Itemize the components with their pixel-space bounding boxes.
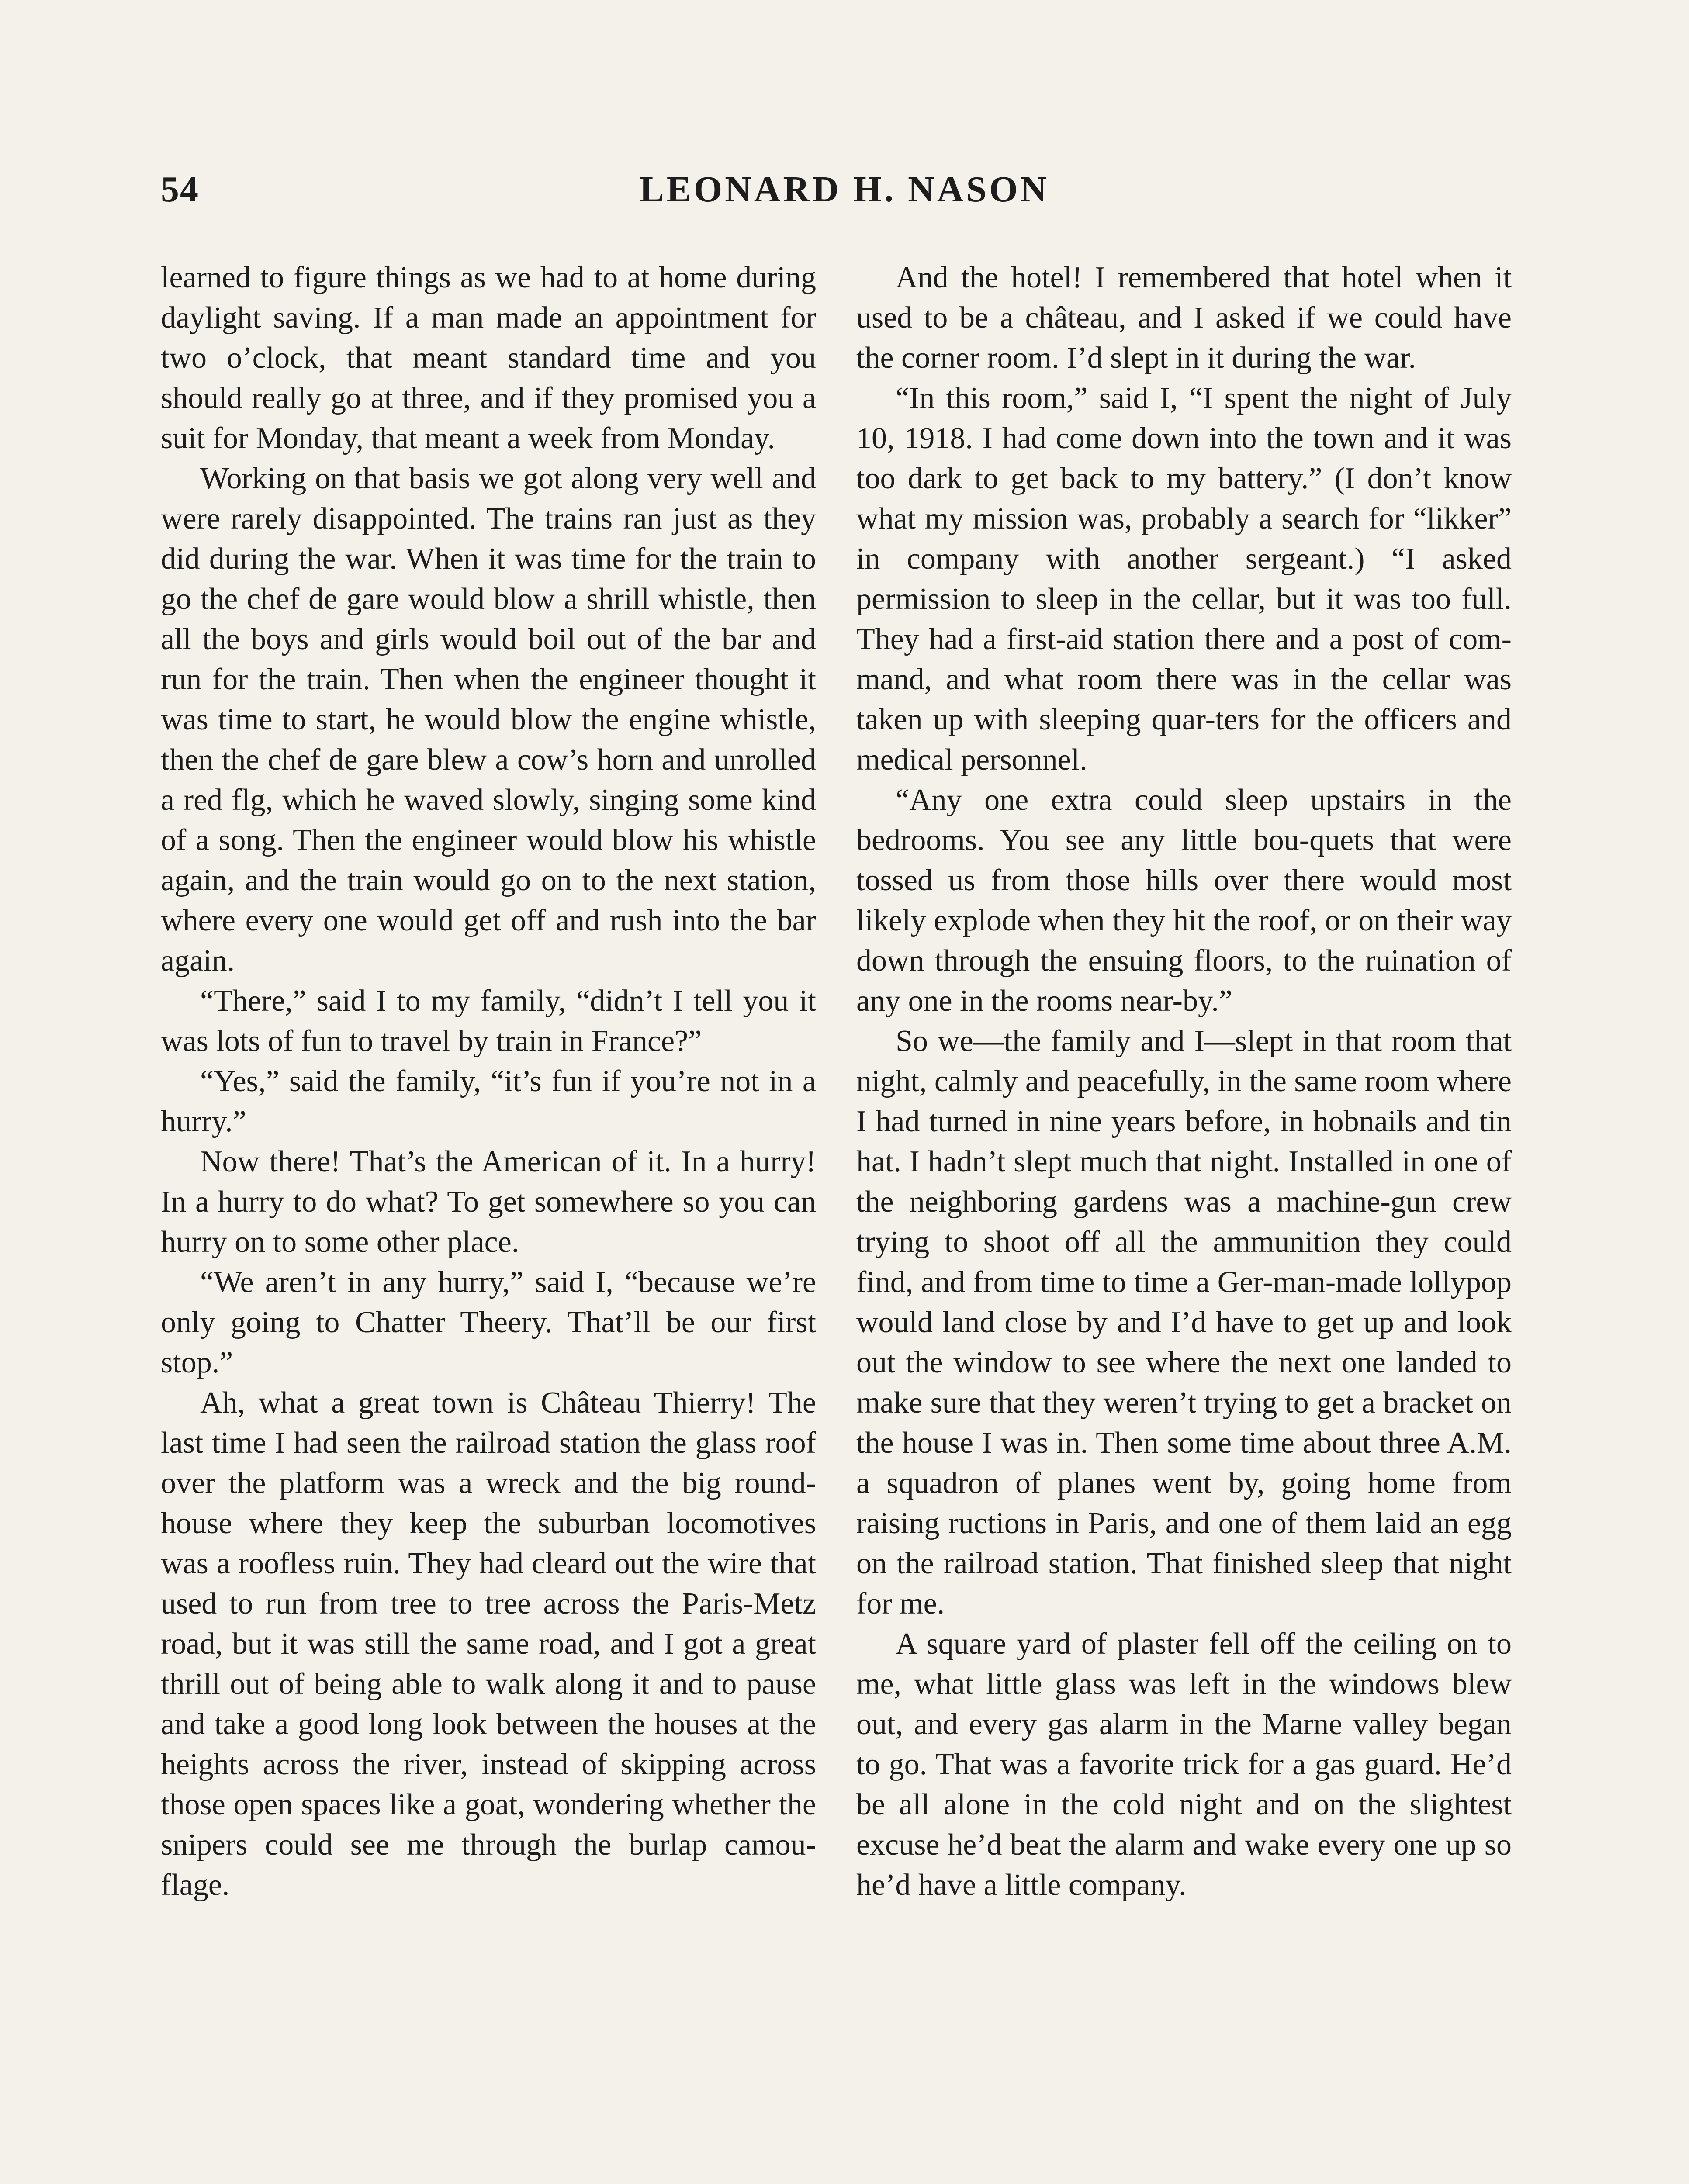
running-head: LEONARD H. NASON — [639, 169, 1050, 210]
page-number: 54 — [161, 169, 199, 210]
paragraph: Ah, what a great town is Château Thierry! The last time I had seen the railroad station the glass roof over the platform was a wreck and the big round-house where they keep the suburban locomotives was a roofless ruin. They had cleard out the wire that used to run from tree to tree across the Paris-Metz road, but it was still the same road, and I got a great thrill out of being able to walk along it and to pause and take a good long look between the houses at the heights across the river, instead of skipping across those open spaces like a goat, wondering whether the snipers could see me through the burlap camou-flage. — [161, 1386, 816, 1902]
right-column — [856, 258, 1512, 1905]
paragraph: “In this room,” said I, “I spent the night of July 10, 1918. I had come down into the town and it was too dark to get back to my battery.” (I don’t know what my mission was, probably a search for “likker” in company with another sergeant.) “I asked permission to sleep in the cellar, but it was too full. They had a first-aid station there and a post of com-mand, and what room there was in the cellar was taken up with sleeping quar-ters for the officers and medical personnel. — [856, 381, 1512, 777]
paragraph: Now there! That’s the American of it. In a hurry! In a hurry to do what? To get somewhere so you can hurry on to some other place. — [161, 1145, 816, 1259]
paragraph: So we—the family and I—slept in that room that night, calmly and peacefully, in the same room where I had turned in nine years before, in hobnails and tin hat. I hadn’t slept much that night. Installed in one of the neighboring gardens was a machine-gun crew trying to shoot off all the ammunition they could find, and from time to time a Ger-man-made lollypop would land close by and I’d have to get up and look out the window to see where the next one landed to make sure that they weren’t trying to get a bracket on the house I was in. Then some time about three A.M. a squadron of planes went by, going home from raising ructions in Paris, and one of them laid an egg on the railroad station. That finished sleep that night for me. — [856, 1024, 1512, 1621]
paragraph: “Yes,” said the family, “it’s fun if you’re not in a hurry.” — [161, 1064, 816, 1138]
paragraph: Working on that basis we got along very well and were rarely disappointed. The trains ran just as they did during the war. When it was time for the train to go the chef de gare would blow a shrill whistle, then all the boys and girls would boil out of the bar and run for the train. Then when the engineer thought it was time to start, he would blow the engine whistle, then the chef de gare blew a cow’s horn and unrolled a red flg, which he waved slowly, singing some kind of a song. Then the engineer would blow his whistle again, and the train would go on to the next station, where every one would get off and rush into the bar again. — [161, 462, 816, 978]
paragraph: “We aren’t in any hurry,” said I, “because we’re only going to Chatter Theery. That’ll be our first stop.” — [161, 1265, 816, 1379]
paragraph: “Any one extra could sleep upstairs in the bedrooms. You see any little bou-quets that were tossed us from those hills over there would most likely explode when they hit the roof, or on their way down through the ensuing floors, to the ruination of any one in the rooms near-by.” — [856, 783, 1512, 1018]
paragraph: And the hotel! I remembered that hotel when it used to be a château, and I asked if we could have the corner room. I’d slept in it during the war. — [856, 261, 1512, 375]
paragraph: A square yard of plaster fell off the ceiling on to me, what little glass was left in the windows blew out, and every gas alarm in the Marne valley began to go. That was a favorite trick for a gas guard. He’d be all alone in the cold night and on the slightest excuse he’d beat the alarm and wake every one up so he’d have a little company. — [856, 1627, 1512, 1902]
paragraph: “There,” said I to my family, “didn’t I tell you it was lots of fun to travel by train in France?” — [161, 984, 816, 1058]
left-column — [161, 258, 816, 1905]
paragraph: learned to figure things as we had to at home during daylight saving. If a man made an appointment for two o’clock, that meant standard time and you should really go at three, and if they promised you a suit for Monday, that meant a week from Monday. — [161, 261, 816, 455]
